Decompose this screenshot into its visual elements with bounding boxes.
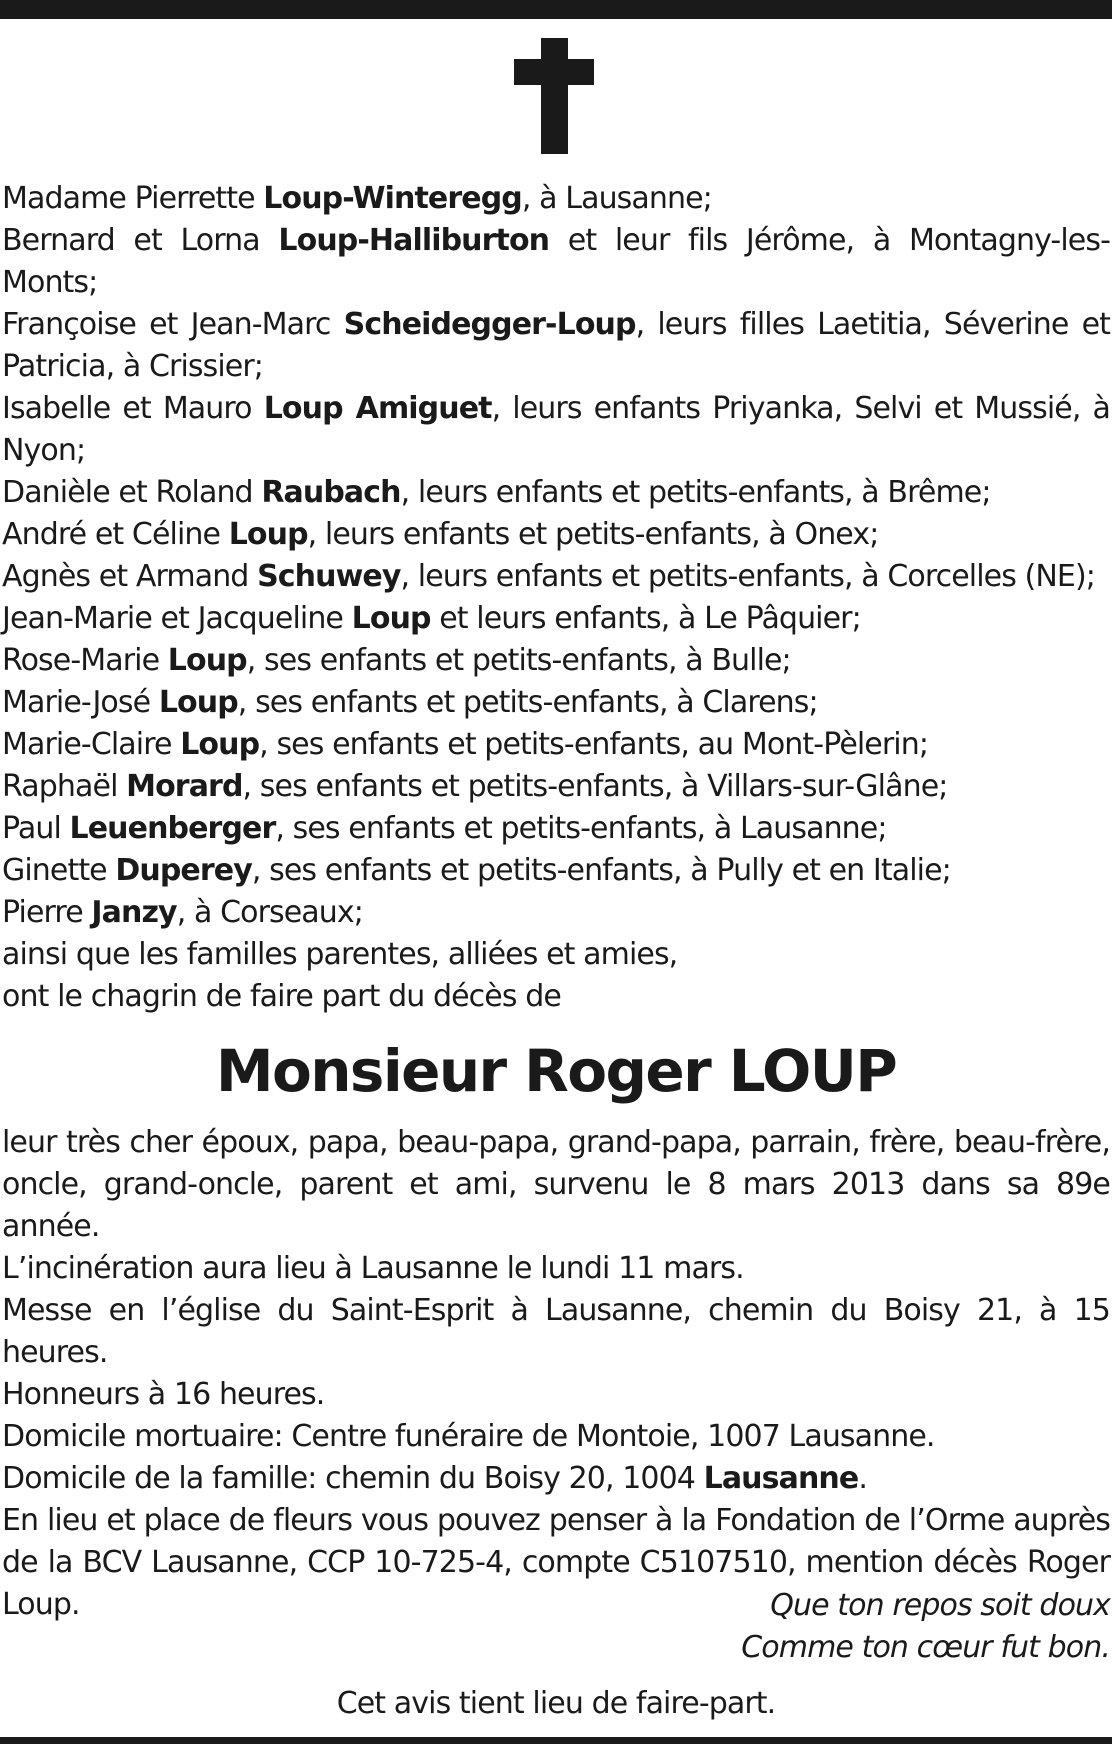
deceased-name: Monsieur Roger LOUP (215, 1037, 897, 1105)
family-line: Marie-José Loup, ses enfants et petits-enfants, à Clarens; (2, 685, 818, 720)
poem-line: Comme ton cœur fut bon. (741, 1630, 1110, 1665)
notice-details (2, 1122, 1110, 1626)
closing-line: ont le chagrin de faire part du décès de (2, 979, 561, 1014)
family-line: Isabelle et Mauro Loup Amiguet, leurs enfants Priyanka, Selvi et Mussié, à Nyon; (2, 391, 1110, 468)
family-line: Paul Leuenberger, ses enfants et petits-enfants, à Lausanne; (2, 811, 887, 846)
family-line: Danièle et Roland Raubach, leurs enfants et petits-enfants, à Brême; (2, 475, 991, 510)
incineration-text: L’incinération aura lieu à Lausanne le lundi 11 mars. (2, 1251, 744, 1286)
family-list (2, 178, 1110, 1018)
poem-line: Que ton repos soit doux (770, 1588, 1110, 1623)
family-line: Pierre Janzy, à Corseaux; (2, 895, 363, 930)
relationship-text: leur très cher époux, papa, beau-papa, grand-papa, parrain, frère, beau-frère, oncle, grand-oncle, parent et ami, survenu le 8 mars 2013 dans sa 89e année. (2, 1125, 1110, 1244)
family-line: Jean-Marie et Jacqueline Loup et leurs enfants, à Le Pâquier; (2, 601, 861, 636)
mass-text: Messe en l’église du Saint-Esprit à Lausanne, chemin du Boisy 21, à 15 heures. (2, 1293, 1110, 1370)
family-home-text: Domicile de la famille: chemin du Boisy 20, 1004 Lausanne. (2, 1461, 867, 1496)
honours-text: Honneurs à 16 heures. (2, 1377, 325, 1412)
family-line: Rose-Marie Loup, ses enfants et petits-enfants, à Bulle; (2, 643, 791, 678)
family-line: André et Céline Loup, leurs enfants et petits-enfants, à Onex; (2, 517, 879, 552)
cross-icon (514, 38, 594, 154)
footer-note: Cet avis tient lieu de faire-part. (336, 1686, 776, 1721)
poem (410, 1585, 1110, 1669)
family-line: Raphaël Morard, ses enfants et petits-enfants, à Villars-sur-Glâne; (2, 769, 948, 804)
family-line: Agnès et Armand Schuwey, leurs enfants et petits-enfants, à Corcelles (NE); (2, 559, 1095, 594)
mortuary-text: Domicile mortuaire: Centre funéraire de Montoie, 1007 Lausanne. (2, 1419, 935, 1454)
family-line: Bernard et Lorna Loup-Halliburton et leur fils Jérôme, à Montagny-les-Monts; (2, 223, 1110, 300)
family-line: Françoise et Jean-Marc Scheidegger-Loup, leurs filles Laetitia, Séverine et Patricia, à Crissier; (2, 307, 1111, 384)
closing-line: ainsi que les familles parentes, alliées et amies, (2, 937, 678, 972)
bottom-border-rule (0, 1737, 1112, 1744)
family-line: Madame Pierrette Loup-Winteregg, à Lausanne; (2, 181, 712, 216)
family-line: Ginette Duperey, ses enfants et petits-enfants, à Pully et en Italie; (2, 853, 951, 888)
top-border-rule (0, 0, 1112, 19)
donation-text: En lieu et place de fleurs vous pouvez penser à la Fondation de l’Orme auprès de la BCV Lausanne, CCP 10-725-4, compte C5107510, mention décès Roger Loup. (2, 1503, 1110, 1622)
family-line: Marie-Claire Loup, ses enfants et petits-enfants, au Mont-Pèlerin; (2, 727, 929, 762)
